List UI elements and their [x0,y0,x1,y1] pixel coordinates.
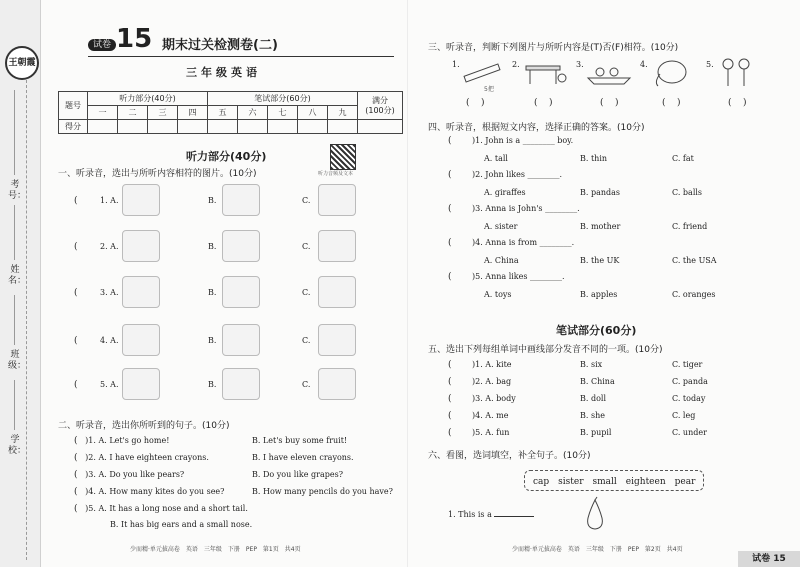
class-line [14,295,15,345]
s1-row-5-a-label[interactable]: 5. A. [100,380,119,389]
s5-paren-5[interactable]: ( [448,428,452,438]
s4-paren-2[interactable]: ( [448,170,452,180]
s1-row-2-a-label[interactable]: 2. A. [100,242,119,251]
s1-row-5-a-picture[interactable] [122,368,160,400]
score-cell-total[interactable] [358,120,403,134]
s4-paren-1[interactable]: ( [448,136,452,146]
listening-header: 听力部分(40分) [88,92,208,106]
s4-question-5: )5. Anna likes ________. [472,272,565,281]
col-4: 四 [178,106,208,120]
s3-answer-4[interactable]: ( ) [662,98,681,108]
s4-option-5-b[interactable]: B. apples [580,290,618,299]
s2-item-3-b[interactable]: B. Do you like grapes? [252,470,343,479]
exam-number-line [14,90,15,175]
elephant-picture [652,56,692,90]
total-value: (100分) [365,105,395,115]
score-cell-8[interactable] [298,120,328,134]
s4-option-1-c[interactable]: C. fat [672,154,694,163]
boat-picture [586,60,632,86]
s5-option-3-a[interactable]: )3. A. body [472,394,516,403]
score-cell-4[interactable] [178,120,208,134]
s1-row-3-a-label[interactable]: 3. A. [100,288,119,297]
score-row-label: 得分 [59,120,88,134]
s2-item-5-b[interactable]: B. It has big ears and a small nose. [110,520,253,529]
school-line [14,380,15,430]
exam-number-label: 考号： [8,180,27,201]
s3-num-2: 2. [512,60,520,69]
s3-num-5: 5. [706,60,714,69]
corner-label: 试卷 15 [738,551,800,567]
section1-title: 一、听录音，选出与所听内容相符的图片。(10分) [58,169,257,179]
s1-row-1-c-label[interactable]: C. [302,196,311,205]
score-cell-5[interactable] [208,120,238,134]
s1-row-3-c-label[interactable]: C. [302,288,311,297]
s3-answer-2[interactable]: ( ) [534,98,553,108]
exam-number: 15 [116,24,153,54]
s3-pic-label: 5把 [484,86,494,93]
qr-caption: 听力音频及文本 [318,171,354,177]
s6-sentence-1-text: 1. This is a [448,510,492,519]
s5-paren-1[interactable]: ( [448,360,452,370]
s1-row-5-c-label[interactable]: C. [302,380,311,389]
s3-num-3: 3. [576,60,584,69]
footer-left: 少而精·单元拔高卷 英语 三年级 下册 PEP 第1页 共4页 [130,546,301,553]
total-label: 满分 [372,95,388,105]
s2-item-5-a[interactable]: )5. A. It has a long nose and a short tail. [85,504,248,513]
s1-row-1-c-picture[interactable] [318,184,356,216]
section4-title: 四、听录音，根据短文内容，选择正确的答案。(10分) [428,123,645,133]
name-line [14,205,15,260]
s1-row-2-b-label[interactable]: B. [208,242,217,251]
question-number-label: 题号 [59,92,88,120]
s4-option-3-c[interactable]: C. friend [672,222,708,231]
col-7: 七 [268,106,298,120]
s3-answer-5[interactable]: ( ) [728,98,747,108]
exam-header [88,32,116,51]
score-cell-1[interactable] [88,120,118,134]
s1-row-4-a-label[interactable]: 4. A. [100,336,119,345]
s1-row-4-b-label[interactable]: B. [208,336,217,345]
col-6: 六 [238,106,268,120]
col-2: 二 [118,106,148,120]
s3-answer-1[interactable]: ( ) [466,98,485,108]
s1-row-3-b-label[interactable]: B. [208,288,217,297]
s5-option-4-c[interactable]: C. leg [672,411,696,420]
publisher-seal: 王朝霞 [5,46,39,80]
s1-paren-4[interactable]: ( [74,336,78,346]
s1-row-1-b-picture[interactable] [222,184,260,216]
s1-row-2-b-picture[interactable] [222,230,260,262]
s5-option-4-a[interactable]: )4. A. me [472,411,509,420]
rulers-picture [462,62,502,86]
s6-blank-1[interactable] [494,516,534,517]
s1-paren-5[interactable]: ( [74,380,78,390]
s4-option-2-a[interactable]: A. giraffes [484,188,526,197]
s4-question-1: )1. John is a ________ boy. [472,136,574,145]
s4-option-1-a[interactable]: A. tall [484,154,508,163]
col-1: 一 [88,106,118,120]
col-9: 九 [328,106,358,120]
qr-code[interactable] [330,144,356,170]
s2-item-3-a[interactable]: )3. A. Do you like pears? [85,470,185,479]
s3-num-4: 4. [640,60,648,69]
s1-paren-3[interactable]: ( [74,288,78,298]
s5-option-2-b[interactable]: B. China [580,377,615,386]
s4-question-2: )2. John likes ________. [472,170,563,179]
s1-row-4-a-picture[interactable] [122,324,160,356]
s4-option-3-b[interactable]: B. mother [580,222,621,231]
s5-option-5-c[interactable]: C. under [672,428,707,437]
s4-option-4-b[interactable]: B. the UK [580,256,620,265]
s5-option-2-a[interactable]: )2. A. bag [472,377,512,386]
s5-paren-4[interactable]: ( [448,411,452,421]
s4-option-2-b[interactable]: B. pandas [580,188,621,197]
s4-option-2-c[interactable]: C. balls [672,188,703,197]
s1-row-1-b-label[interactable]: B. [208,196,217,205]
s2-item-4-a[interactable]: )4. A. How many kites do you see? [85,487,225,496]
s4-option-4-a[interactable]: A. China [484,256,519,265]
s1-row-1-a-picture[interactable] [122,184,160,216]
s5-option-3-b[interactable]: B. doll [580,394,607,403]
s2-item-1: ( )1. A. Let's go home! [74,436,170,446]
s5-option-4-b[interactable]: B. she [580,411,605,420]
s4-option-4-c[interactable]: C. the USA [672,256,717,265]
section3-title: 三、听录音，判断下列图片与所听内容是(T)否(F)相符。(10分) [428,43,679,53]
s1-row-4-c-picture[interactable] [318,324,356,356]
binding-strip [0,0,41,567]
listening-part-title: 听力部分(40分) [186,150,267,163]
s1-row-4-b-picture[interactable] [222,324,260,356]
s4-paren-3[interactable]: ( [448,204,452,214]
s2-item-2: ( )2. A. I have eighteen crayons. [74,453,209,463]
s1-row-2-a-picture[interactable] [122,230,160,262]
s5-paren-2[interactable]: ( [448,377,452,387]
col-8: 八 [298,106,328,120]
page-fold [407,0,408,567]
s4-paren-4[interactable]: ( [448,238,452,248]
exam-title: 期末过关检测卷(二) [162,38,278,53]
header-rule [88,56,394,57]
s5-option-1-c[interactable]: C. tiger [672,360,703,369]
score-cell-2[interactable] [118,120,148,134]
s5-option-3-c[interactable]: C. today [672,394,706,403]
s4-question-4: )4. Anna is from ________. [472,238,575,247]
s1-row-2-c-label[interactable]: C. [302,242,311,251]
s4-option-3-a[interactable]: A. sister [484,222,518,231]
score-cell-6[interactable] [238,120,268,134]
s1-row-5-c-picture[interactable] [318,368,356,400]
score-cell-7[interactable] [268,120,298,134]
s1-paren-1[interactable]: ( [74,196,78,206]
word-bank: cap sister small eighteen pear [524,470,704,491]
s2-item-1-a[interactable]: )1. A. Let's go home! [85,436,170,445]
s5-paren-3[interactable]: ( [448,394,452,404]
s5-option-1-b[interactable]: B. six [580,360,603,369]
desk-picture [522,60,568,86]
s4-question-3: )3. Anna is John's ________. [472,204,580,213]
section5-title: 五、选出下列每组单词中画线部分发音不同的一项。(10分) [428,345,663,355]
score-cell-9[interactable] [328,120,358,134]
section6-title: 六、看图，选词填空，补全句子。(10分) [428,451,591,461]
s2-item-4: ( )4. A. How many kites do you see? [74,487,225,497]
s5-option-5-a[interactable]: )5. A. fun [472,428,510,437]
s1-row-3-c-picture[interactable] [318,276,356,308]
s4-paren-5[interactable]: ( [448,272,452,282]
s1-paren-2[interactable]: ( [74,242,78,252]
s4-option-5-a[interactable]: A. toys [484,290,512,299]
exam-subtitle: 三年级英语 [186,66,261,79]
school-label: 学校： [8,435,27,456]
class-label: 班级： [8,350,27,371]
s2-item-2-b[interactable]: B. I have eleven crayons. [252,453,354,462]
s2-item-1-b[interactable]: B. Let's buy some fruit! [252,436,348,445]
s6-sentence-1 [448,510,534,519]
name-label: 姓名： [8,265,27,286]
section2-title: 二、听录音，选出你所听到的句子。(10分) [58,421,230,431]
children-picture [716,56,756,92]
s5-option-2-c[interactable]: C. panda [672,377,708,386]
s1-row-3-a-picture[interactable] [122,276,160,308]
s1-row-2-c-picture[interactable] [318,230,356,262]
s1-row-5-b-picture[interactable] [222,368,260,400]
s1-row-3-b-picture[interactable] [222,276,260,308]
score-table [58,91,403,134]
s2-item-2-a[interactable]: )2. A. I have eighteen crayons. [85,453,209,462]
s1-row-1-a-label[interactable]: 1. A. [100,196,119,205]
s1-row-4-c-label[interactable]: C. [302,336,311,345]
col-3: 三 [148,106,178,120]
writing-header: 笔试部分(60分) [208,92,358,106]
score-cell-3[interactable] [148,120,178,134]
footer-right: 少而精·单元拔高卷 英语 三年级 下册 PEP 第2页 共4页 [512,546,683,553]
s1-row-5-b-label[interactable]: B. [208,380,217,389]
s5-option-1-a[interactable]: )1. A. kite [472,360,512,369]
pear-picture [580,496,610,532]
s5-option-5-b[interactable]: B. pupil [580,428,612,437]
s4-option-5-c[interactable]: C. oranges [672,290,716,299]
total-score-cell [358,92,403,120]
writing-part-title: 笔试部分(60分) [556,324,637,337]
s3-num-1: 1. [452,60,460,69]
exam-badge: 试卷 [88,39,116,51]
s4-option-1-b[interactable]: B. thin [580,154,608,163]
s2-item-4-b[interactable]: B. How many pencils do you have? [252,487,393,496]
s2-item-3: ( )3. A. Do you like pears? [74,470,185,480]
col-5: 五 [208,106,238,120]
s2-item-5: ( )5. A. It has a long nose and a short tail. [74,504,248,514]
s3-answer-3[interactable]: ( ) [600,98,619,108]
